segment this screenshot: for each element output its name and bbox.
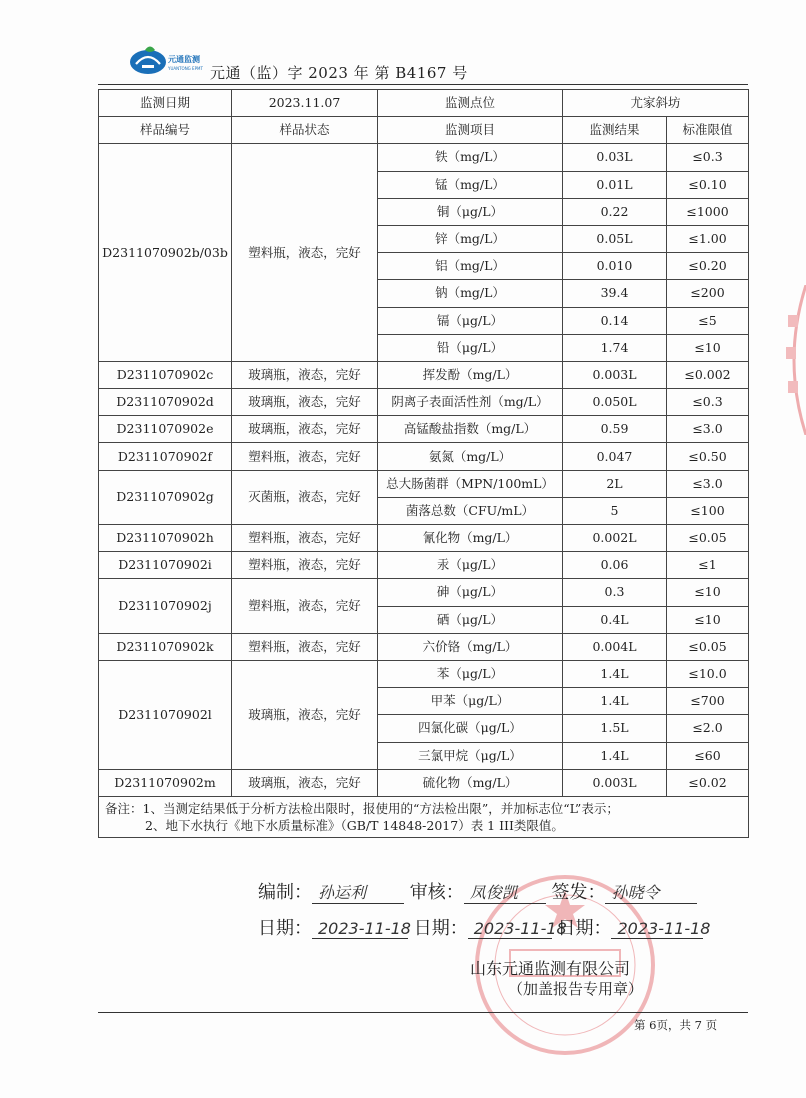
item-cell: 锰（mg/L）	[378, 171, 563, 198]
date-value: 2023.11.07	[232, 90, 378, 117]
item-cell: 汞（μg/L）	[378, 552, 563, 579]
limit-cell: ≤200	[667, 280, 749, 307]
result-cell: 39.4	[563, 280, 667, 307]
result-cell: 0.4L	[563, 606, 667, 633]
result-cell: 1.4L	[563, 742, 667, 769]
site-value: 尤家斜坊	[563, 90, 749, 117]
info-row	[99, 90, 749, 117]
limit-cell: ≤10.0	[667, 660, 749, 687]
result-cell: 0.59	[563, 416, 667, 443]
limit-cell: ≤0.002	[667, 361, 749, 388]
result-cell: 1.5L	[563, 715, 667, 742]
table-row	[99, 443, 749, 470]
limit-cell: ≤1.00	[667, 225, 749, 252]
result-cell: 0.01L	[563, 171, 667, 198]
limit-cell: ≤100	[667, 497, 749, 524]
date-row	[258, 914, 711, 940]
note-line: 2、地下水执行《地下水质量标准》（GB/T 14848-2017）表 1 III类限值。	[145, 817, 564, 833]
result-cell: 0.14	[563, 307, 667, 334]
item-cell: 三氯甲烷（μg/L）	[378, 742, 563, 769]
item-cell: 甲苯（μg/L）	[378, 688, 563, 715]
company-logo	[128, 44, 208, 78]
col-header-item: 监测项目	[378, 117, 563, 144]
sample-id-cell: D2311070902j	[99, 579, 232, 633]
limit-cell: ≤0.05	[667, 633, 749, 660]
compiled-label: 编制：	[258, 882, 312, 903]
sample-id-cell: D2311070902b/03b	[99, 144, 232, 362]
limit-cell: ≤10	[667, 606, 749, 633]
sample-id-cell: D2311070902d	[99, 389, 232, 416]
item-cell: 挥发酚（mg/L）	[378, 361, 563, 388]
header-divider	[98, 84, 748, 85]
item-cell: 高锰酸盐指数（mg/L）	[378, 416, 563, 443]
item-cell: 硫化物（mg/L）	[378, 769, 563, 796]
limit-cell: ≤0.02	[667, 769, 749, 796]
sample-id-cell: D2311070902h	[99, 525, 232, 552]
item-cell: 铅（μg/L）	[378, 334, 563, 361]
table-row	[99, 470, 749, 497]
approve-label: 签发：	[551, 882, 606, 903]
result-cell: 0.3	[563, 579, 667, 606]
table-row	[99, 552, 749, 579]
sample-id-cell: D2311070902c	[99, 361, 232, 388]
limit-cell: ≤0.05	[667, 525, 749, 552]
limit-cell: ≤3.0	[667, 470, 749, 497]
table-row	[99, 144, 749, 171]
item-cell: 总大肠菌群（MPN/100mL）	[378, 470, 563, 497]
item-cell: 镉（μg/L）	[378, 307, 563, 334]
item-cell: 四氯化碳（μg/L）	[378, 715, 563, 742]
table-row	[99, 579, 749, 606]
table-row	[99, 769, 749, 796]
logo-text: 元通监测	[168, 55, 200, 64]
monitoring-table	[98, 89, 749, 838]
sample-state-cell: 玻璃瓶，液态，完好	[232, 361, 378, 388]
item-cell: 氰化物（mg/L）	[378, 525, 563, 552]
limit-cell: ≤0.3	[667, 389, 749, 416]
result-cell: 0.22	[563, 198, 667, 225]
result-cell: 5	[563, 497, 667, 524]
col-header-sample-id: 样品编号	[99, 117, 232, 144]
result-cell: 0.05L	[563, 225, 667, 252]
result-cell: 1.4L	[563, 660, 667, 687]
table-row	[99, 633, 749, 660]
notes-cell	[99, 796, 749, 837]
sample-state-cell: 塑料瓶，液态，完好	[232, 144, 378, 362]
item-cell: 铝（mg/L）	[378, 253, 563, 280]
signature-row	[258, 878, 697, 904]
footer-divider	[98, 1012, 748, 1013]
column-header-row	[99, 117, 749, 144]
item-cell: 苯（μg/L）	[378, 660, 563, 687]
limit-cell: ≤1000	[667, 198, 749, 225]
result-cell: 1.4L	[563, 688, 667, 715]
sample-id-cell: D2311070902f	[99, 443, 232, 470]
table-body	[99, 90, 749, 838]
sample-id-cell: D2311070902l	[99, 660, 232, 769]
col-header-limit: 标准限值	[667, 117, 749, 144]
edge-seal-fragment	[778, 285, 806, 435]
review-date: 2023-11-18	[468, 919, 552, 939]
result-cell: 0.003L	[563, 361, 667, 388]
limit-cell: ≤0.50	[667, 443, 749, 470]
approve-signature: 孙晓令	[605, 880, 697, 904]
sample-id-cell: D2311070902m	[99, 769, 232, 796]
table-row	[99, 361, 749, 388]
sample-id-cell: D2311070902i	[99, 552, 232, 579]
result-cell: 0.050L	[563, 389, 667, 416]
result-cell: 0.003L	[563, 769, 667, 796]
sample-state-cell: 塑料瓶，液态，完好	[232, 633, 378, 660]
sample-id-cell: D2311070902e	[99, 416, 232, 443]
limit-cell: ≤10	[667, 334, 749, 361]
result-cell: 0.010	[563, 253, 667, 280]
date-label-2: 日期：	[413, 918, 468, 939]
sample-state-cell: 塑料瓶，液态，完好	[232, 525, 378, 552]
item-cell: 氨氮（mg/L）	[378, 443, 563, 470]
limit-cell: ≤700	[667, 688, 749, 715]
report-number: 元通（监）字 2023 年 第 B4167 号	[210, 64, 468, 82]
limit-cell: ≤0.10	[667, 171, 749, 198]
site-label: 监测点位	[378, 90, 563, 117]
result-cell: 0.004L	[563, 633, 667, 660]
item-cell: 铜（μg/L）	[378, 198, 563, 225]
sample-state-cell: 灭菌瓶，液态，完好	[232, 470, 378, 524]
limit-cell: ≤3.0	[667, 416, 749, 443]
table-row	[99, 416, 749, 443]
review-label: 审核：	[409, 882, 464, 903]
result-cell: 0.047	[563, 443, 667, 470]
item-cell: 六价铬（mg/L）	[378, 633, 563, 660]
limit-cell: ≤10	[667, 579, 749, 606]
item-cell: 硒（μg/L）	[378, 606, 563, 633]
date-label-3: 日期：	[557, 918, 612, 939]
limit-cell: ≤5	[667, 307, 749, 334]
date-label-1: 日期：	[258, 918, 312, 939]
item-cell: 阴离子表面活性剂（mg/L）	[378, 389, 563, 416]
company-name: 山东元通监测有限公司	[470, 959, 631, 978]
item-cell: 砷（μg/L）	[378, 579, 563, 606]
result-cell: 0.03L	[563, 144, 667, 171]
sample-state-cell: 塑料瓶，液态，完好	[232, 443, 378, 470]
item-cell: 铁（mg/L）	[378, 144, 563, 171]
sample-id-cell: D2311070902k	[99, 633, 232, 660]
limit-cell: ≤0.20	[667, 253, 749, 280]
compiled-signature: 孙运利	[312, 880, 404, 904]
sample-state-cell: 玻璃瓶，液态，完好	[232, 660, 378, 769]
note-line: 备注：1、当测定结果低于分析方法检出限时，报使用的“方法检出限”，并加标志位“L”表示；	[105, 800, 619, 816]
sample-id-cell: D2311070902g	[99, 470, 232, 524]
logo-subtext: YUANTONG EPMT	[168, 66, 203, 71]
limit-cell: ≤0.3	[667, 144, 749, 171]
page-number: 第 6页，共 7 页	[634, 1018, 718, 1032]
approve-date: 2023-11-18	[611, 919, 703, 939]
result-cell: 0.002L	[563, 525, 667, 552]
item-cell: 菌落总数（CFU/mL）	[378, 497, 563, 524]
sample-state-cell: 玻璃瓶，液态，完好	[232, 389, 378, 416]
result-cell: 0.06	[563, 552, 667, 579]
sample-state-cell: 玻璃瓶，液态，完好	[232, 769, 378, 796]
sample-state-cell: 塑料瓶，液态，完好	[232, 552, 378, 579]
limit-cell: ≤60	[667, 742, 749, 769]
sample-state-cell: 塑料瓶，液态，完好	[232, 579, 378, 633]
table-row	[99, 389, 749, 416]
limit-cell: ≤2.0	[667, 715, 749, 742]
table-row	[99, 660, 749, 687]
item-cell: 锌（mg/L）	[378, 225, 563, 252]
limit-cell: ≤1	[667, 552, 749, 579]
col-header-state: 样品状态	[232, 117, 378, 144]
sample-state-cell: 玻璃瓶，液态，完好	[232, 416, 378, 443]
compile-date: 2023-11-18	[312, 919, 408, 939]
result-cell: 1.74	[563, 334, 667, 361]
seal-note: （加盖报告专用章）	[508, 980, 644, 998]
table-row	[99, 525, 749, 552]
review-signature: 凤俊凯	[464, 880, 546, 904]
result-cell: 2L	[563, 470, 667, 497]
date-label: 监测日期	[99, 90, 232, 117]
item-cell: 钠（mg/L）	[378, 280, 563, 307]
col-header-result: 监测结果	[563, 117, 667, 144]
notes-row	[99, 796, 749, 837]
